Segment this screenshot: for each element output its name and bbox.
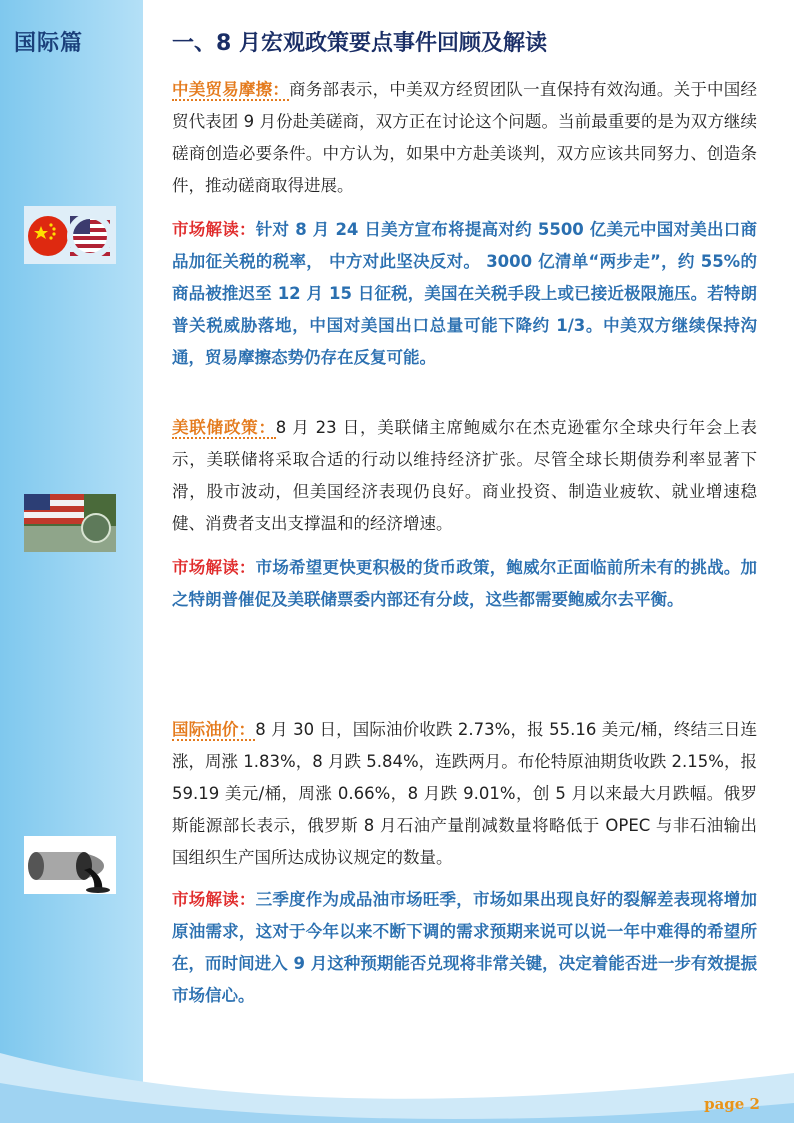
fed-text: 8 月 23 日，美联储主席鲍威尔在杰克逊霍尔全球央行年会上表示，美联储将采取合适的行动以维持经济扩张。尽管全球长期债券利率显著下滑，股市波动，但美国经济表现仍良好。商业投资、制造业疲软、就业增速稳健、消费者支出支撑温和的经济增速。 (172, 418, 757, 533)
oil-barrel-image (24, 836, 116, 894)
trade-news-paragraph (172, 74, 757, 202)
fed-interp-text: 市场希望更快更积极的货币政策，鲍威尔正面临前所未有的挑战。加之特朗普催促及美联储票委内部还有分歧，这些都需要鲍威尔去平衡。 (172, 558, 758, 609)
page-title: 一、8 月宏观政策要点事件回顾及解读 (172, 31, 547, 56)
fed-interp-label: 市场解读： (172, 558, 256, 577)
trade-interpretation (172, 214, 757, 374)
trade-label: 中美贸易摩擦： (172, 80, 290, 99)
fed-news-paragraph (172, 412, 757, 540)
left-sidebar-band (0, 0, 143, 1123)
trade-interp-label: 市场解读： (172, 220, 256, 239)
page-number: page 2 (704, 1095, 760, 1113)
oil-interpretation (172, 884, 757, 1012)
trade-interp-text: 针对 8 月 24 日美方宣布将提高对约 5500 亿美元中国对美出口商品加征关税的税率， 中方对此坚决反对。 3000 亿清单“两步走”，约 55%的商品被推迟至 12 月 15 日征税，美国在关税手段上或已接近极限施压。若特朗普关税威胁落地，中国对美国出口总量可能下降约 1/3。中美双方继续保持沟通，贸易摩擦态势仍存在反复可能。 (172, 220, 758, 367)
us-flag-dollar-image (24, 494, 116, 552)
oil-text: 8 月 30 日，国际油价收跌 2.73%，报 55.16 美元/桶，终结三日连涨，周涨 1.83%，8 月跌 5.84%，连跌两月。布伦特原油期货收跌 2.15%，报 59.19 美元/桶，周涨 0.66%，8 月跌 9.01%，创 5 月以来最大月跌幅。俄罗斯能源部长表示，俄罗斯 8 月石油产量削减数量将略低于 OPEC 与非石油输出国组织生产国所达成协议规定的数量。 (172, 720, 758, 867)
oil-news-paragraph (172, 714, 757, 874)
china-us-flags-image (24, 206, 116, 264)
bottom-wave-decoration (0, 1013, 794, 1123)
fed-interpretation (172, 552, 757, 616)
oil-interp-text: 三季度作为成品油市场旺季，市场如果出现良好的裂解差表现将增加原油需求，这对于今年以来不断下调的需求预期来说可以说一年中难得的希望所在，而时间进入 9 月这种预期能否兑现将非常关键，决定着能否进一步有效提振市场信心。 (172, 890, 758, 1005)
oil-interp-label: 市场解读： (172, 890, 256, 909)
section-tag: 国际篇 (14, 31, 84, 56)
trade-text: 商务部表示，中美双方经贸团队一直保持有效沟通。关于中国经贸代表团 9 月份赴美磋商，双方正在讨论这个问题。当前最重要的是为双方继续磋商创造必要条件。中方认为，如果中方赴美谈判，双方应该共同努力、创造条件，推动磋商取得进展。 (172, 80, 758, 195)
fed-label: 美联储政策： (172, 418, 276, 437)
oil-label: 国际油价： (172, 720, 256, 739)
